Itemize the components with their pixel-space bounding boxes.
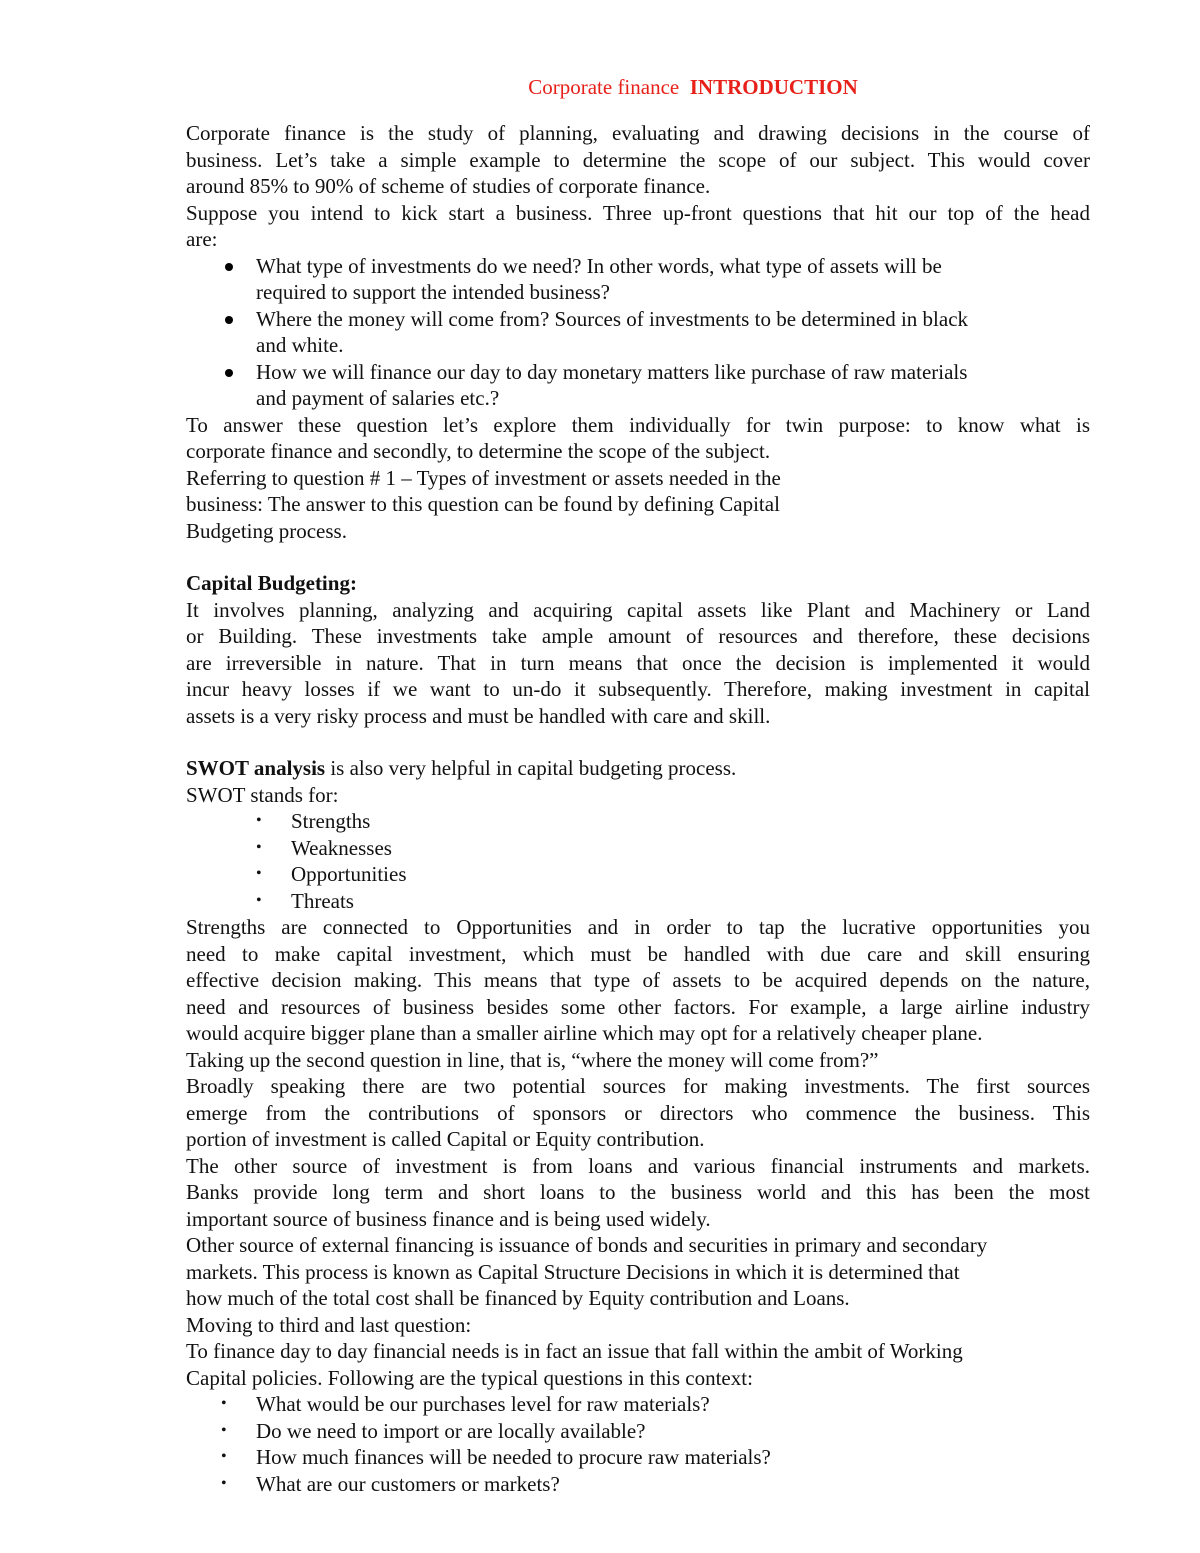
list-item: • What are our customers or markets?: [186, 1471, 1090, 1498]
list-item: • How much finances will be needed to procure raw materials?: [186, 1444, 1090, 1471]
text-line: are:: [186, 227, 218, 251]
list-item: • Threats: [186, 888, 1090, 915]
text-line: and payment of salaries etc.?: [256, 386, 500, 410]
text-line: Taking up the second question in line, that is, “where the money will come from?”: [186, 1047, 879, 1072]
capital-budgeting-paragraph: [186, 597, 1090, 730]
text-line: portion of investment is called Capital or Equity contribution.: [186, 1127, 705, 1151]
text-line: What type of investments do we need? In other words, what type of assets will be: [256, 253, 942, 278]
list-item: • Strengths: [186, 808, 1090, 835]
page-title: [296, 72, 1090, 102]
text-line: emerge from the contributions of sponsors or directors who commence the business. This: [186, 1100, 1090, 1125]
text-line: Budgeting process.: [186, 518, 347, 543]
title-bold: INTRODUCTION: [689, 75, 858, 99]
text-line: incur heavy losses if we want to un-do it subsequently. Therefore, making investment in capital: [186, 677, 1090, 701]
swot-list: [186, 808, 1090, 914]
capital-budgeting-heading: Capital Budgeting:: [186, 571, 357, 595]
text-line: or Building. These investments take ample amount of resources and therefore, these decisions: [186, 624, 1090, 648]
text-line: and white.: [256, 333, 344, 357]
text-line: Capital policies. Following are the typical questions in this context:: [186, 1365, 753, 1390]
swot-stands-for: SWOT stands for:: [186, 782, 339, 807]
text-line: Other source of external financing is issuance of bonds and securities in primary and secondary: [186, 1233, 988, 1257]
text-line: effective decision making. This means that type of assets to be acquired depends on the nature,: [186, 968, 1090, 992]
text-line: To answer these question let’s explore them individually for twin purpose: to know what is: [186, 412, 1090, 437]
text-line: would acquire bigger plane than a smaller airline which may opt for a relatively cheaper plane.: [186, 1021, 983, 1045]
text-line: Suppose you intend to kick start a business. Three up-front questions that hit our top of the head: [186, 200, 1090, 225]
list-item: • Opportunities: [186, 861, 1090, 888]
body-text: [186, 914, 1090, 1391]
text-line: Broadly speaking there are two potential sources for making investments. The first sources: [186, 1074, 1090, 1098]
document-page: [186, 72, 1090, 1497]
list-item: • What would be our purchases level for raw materials?: [186, 1391, 1090, 1418]
list-item: • Do we need to import or are locally available?: [186, 1418, 1090, 1445]
title-normal: Corporate finance: [528, 75, 680, 99]
text-line: assets is a very risky process and must be handled with care and skill.: [186, 703, 771, 728]
text-line: business: The answer to this question can be found by defining Capital: [186, 492, 780, 516]
text-line: To finance day to day financial needs is in fact an issue that fall within the ambit of Working: [186, 1339, 963, 1363]
intro-paragraph: [186, 120, 1090, 253]
list-item: [186, 253, 1090, 306]
text-line: required to support the intended business?: [256, 280, 611, 304]
text-line: Strengths are connected to Opportunities and in order to tap the lucrative opportunities you: [186, 915, 1090, 939]
answer-paragraph: [186, 412, 1090, 545]
text-line: need and resources of business besides some other factors. For example, a large airline industry: [186, 994, 1090, 1019]
text-line: need to make capital investment, which must be handled with due care and skill ensuring: [186, 941, 1090, 966]
text-line: Corporate finance is the study of planning, evaluating and drawing decisions in the course of: [186, 121, 1090, 145]
text-line: It involves planning, analyzing and acquiring capital assets like Plant and Machinery or Land: [186, 597, 1090, 622]
swot-bold: SWOT analysis: [186, 756, 326, 780]
list-item: • Weaknesses: [186, 835, 1090, 862]
text-line: Banks provide long term and short loans to the business world and this has been the most: [186, 1180, 1090, 1204]
text-line: markets. This process is known as Capital Structure Decisions in which it is determined that: [186, 1259, 960, 1284]
working-capital-list: [186, 1391, 1090, 1497]
text-line: corporate finance and secondly, to determine the scope of the subject.: [186, 439, 771, 463]
text-line: Where the money will come from? Sources of investments to be determined in black: [256, 306, 969, 331]
text-line: Referring to question # 1 – Types of investment or assets needed in the: [186, 465, 781, 490]
questions-list: [186, 253, 1090, 412]
text-line: around 85% to 90% of scheme of studies of corporate finance.: [186, 174, 711, 198]
text-line: Moving to third and last question:: [186, 1312, 472, 1337]
text-line: How we will finance our day to day monetary matters like purchase of raw materials: [256, 359, 968, 384]
text-line: how much of the total cost shall be financed by Equity contribution and Loans.: [186, 1286, 850, 1310]
list-item: [186, 359, 1090, 412]
text-line: The other source of investment is from loans and various financial instruments and markets.: [186, 1153, 1090, 1178]
text-line: important source of business finance and is being used widely.: [186, 1206, 711, 1231]
swot-rest: is also very helpful in capital budgeting process.: [325, 756, 737, 780]
text-line: business. Let’s take a simple example to determine the scope of our subject. This would cover: [186, 147, 1090, 172]
swot-intro: [186, 755, 1090, 782]
text-line: are irreversible in nature. That in turn means that once the decision is implemented it would: [186, 650, 1090, 675]
list-item: [186, 306, 1090, 359]
